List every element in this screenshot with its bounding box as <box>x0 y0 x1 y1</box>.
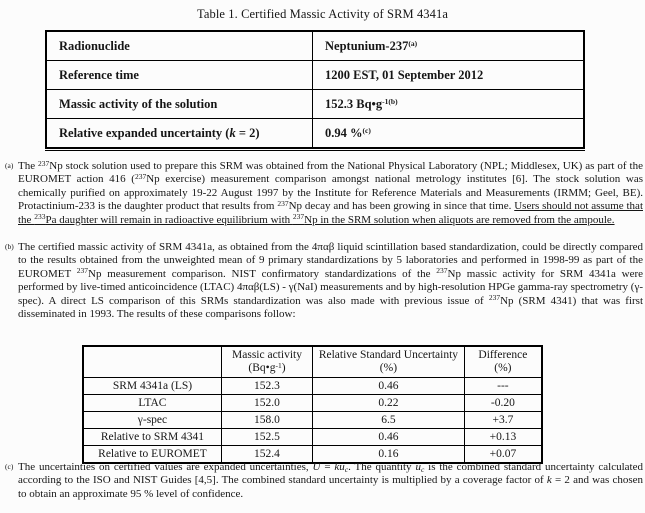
footnote-b-text: The certified massic activity of SRM 4341a, as obtained from the 4παβ liquid scintillation based standardization, could be directly compared to the results obtained from the unweighted mean of 9 primary standardizations by 5 laboratories and performed in 1998-99 as part of the EUROMET $^{237}$Np measurement comparison. NIST confirmatory standardizations of the $^{237}$Np massic activity for SRM 4341a were performed by live-timed anticoincidence (LTAC) 4παβ(LS) - γ(NaI) measurements and by high-resolution HPGe gamma-ray spectrometry (γ-spec). A direct LS comparison of this SRMs standardization was also made with previous issue of $^{237}$Np (SRM 4341) that was first disseminated in 1993. The results of these comparisons follow: <box>18 241 644 321</box>
rel-std-uncertainty-value: 6.5 <box>313 412 465 429</box>
comparison-header-massic-activity <box>221 346 312 378</box>
difference-value: +3.7 <box>464 412 542 429</box>
cert-row-radionuclide <box>46 31 584 61</box>
comparison-row <box>83 395 542 412</box>
comparison-row <box>83 378 542 395</box>
difference-value: --- <box>464 378 542 395</box>
table-title: Table 1. Certified Massic Activity of SRM 4341a <box>196 7 448 21</box>
header-line: $(Bq•g^{-1})$ <box>248 360 286 374</box>
cert-row-value: 0.94 %$^{(c)}$ <box>313 119 585 149</box>
footnote-c-text: The uncertainties on certified values are expanded uncertainties, U = kuc. The quantity uc is the combined standard uncertainty calculated according to the ISO and NIST Guides [4,5]. The combined standard uncertainty is multiplied by a coverage factor of k = 2 and was chosen to obtain an approximate 95 % level of confidence. <box>18 461 643 500</box>
massic-activity-value: 152.4 <box>221 446 312 464</box>
massic-activity-value: 158.0 <box>221 412 312 429</box>
cert-row-value: Neptunium-237$^{(a)}$ <box>313 31 585 61</box>
cert-row-value: 1200 EST, 01 September 2012 <box>313 61 585 90</box>
comparison-row <box>83 412 542 429</box>
header-line: (%) <box>494 362 512 374</box>
header-line: Difference <box>478 348 528 361</box>
footnote-c <box>2 461 643 501</box>
cert-row-label: Reference time <box>46 61 313 90</box>
row-label: SRM 4341a (LS) <box>83 378 221 395</box>
difference-value: +0.07 <box>464 446 542 464</box>
cert-row-value: 152.3 $Bq•g^{-1(b)}$ <box>313 90 585 119</box>
row-label: γ-spec <box>83 412 221 429</box>
footnote-a-marker: (a) <box>5 161 14 170</box>
cert-row-label: Relative expanded uncertainty (k = 2) <box>46 119 313 149</box>
header-line: Relative Standard Uncertainty <box>318 348 459 361</box>
rel-std-uncertainty-value: 0.46 <box>313 429 465 446</box>
rel-std-uncertainty-value: 0.22 <box>313 395 465 412</box>
header-line: (%) <box>379 362 398 374</box>
footnote-c-marker: (c) <box>5 462 14 471</box>
massic-activity-value: 152.0 <box>221 395 312 412</box>
cert-row-label: Radionuclide <box>46 31 313 61</box>
comparison-row <box>83 429 542 446</box>
cert-row-label: Massic activity of the solution <box>46 90 313 119</box>
comparison-table <box>82 345 543 464</box>
footnote-b-marker: (b) <box>5 242 14 251</box>
footnote-b <box>2 241 643 321</box>
footnote-a-text: The $^{237}$Np stock solution used to prepare this SRM was obtained from the National Physical Laboratory (NPL; Middlesex, UK) as part of the EUROMET action 416 ($^{237}$Np exercise) measurement comparison amongst national metrology institutes [6]. The stock solution was chemically purified on approximately 19-22 August 1997 by the Institute for Reference Materials and Measurements (IRMM; Geel, BE). Protactinium-233 is the daughter product that results from $^{237}$Np decay and has been growing in since that time. Users should not assume that the $^{233}$Pa daughter will remain in radioactive equilibrium with $^{237}$Np in the SRM solution when aliquots are removed from the ampoule. <box>18 158 643 226</box>
comparison-header-rel-std-uncertainty <box>313 346 465 378</box>
comparison-header-row <box>83 346 542 378</box>
footnote-a <box>2 160 643 227</box>
comparison-header-empty <box>83 346 221 378</box>
row-label: LTAC <box>83 395 221 412</box>
difference-value: -0.20 <box>464 395 542 412</box>
comparison-header-difference <box>464 346 542 378</box>
header-line: Massic activity <box>232 348 302 361</box>
row-label: Relative to EUROMET <box>83 446 221 464</box>
certified-values-table <box>45 30 585 151</box>
difference-value: +0.13 <box>464 429 542 446</box>
cert-row-expanded-uncertainty <box>46 119 584 149</box>
massic-activity-value: 152.5 <box>221 429 312 446</box>
rel-std-uncertainty-value: 0.16 <box>313 446 465 464</box>
cert-row-massic-activity <box>46 90 584 119</box>
row-label: Relative to SRM 4341 <box>83 429 221 446</box>
cert-row-reference-time <box>46 61 584 90</box>
massic-activity-value: 152.3 <box>221 378 312 395</box>
rel-std-uncertainty-value: 0.46 <box>313 378 465 395</box>
